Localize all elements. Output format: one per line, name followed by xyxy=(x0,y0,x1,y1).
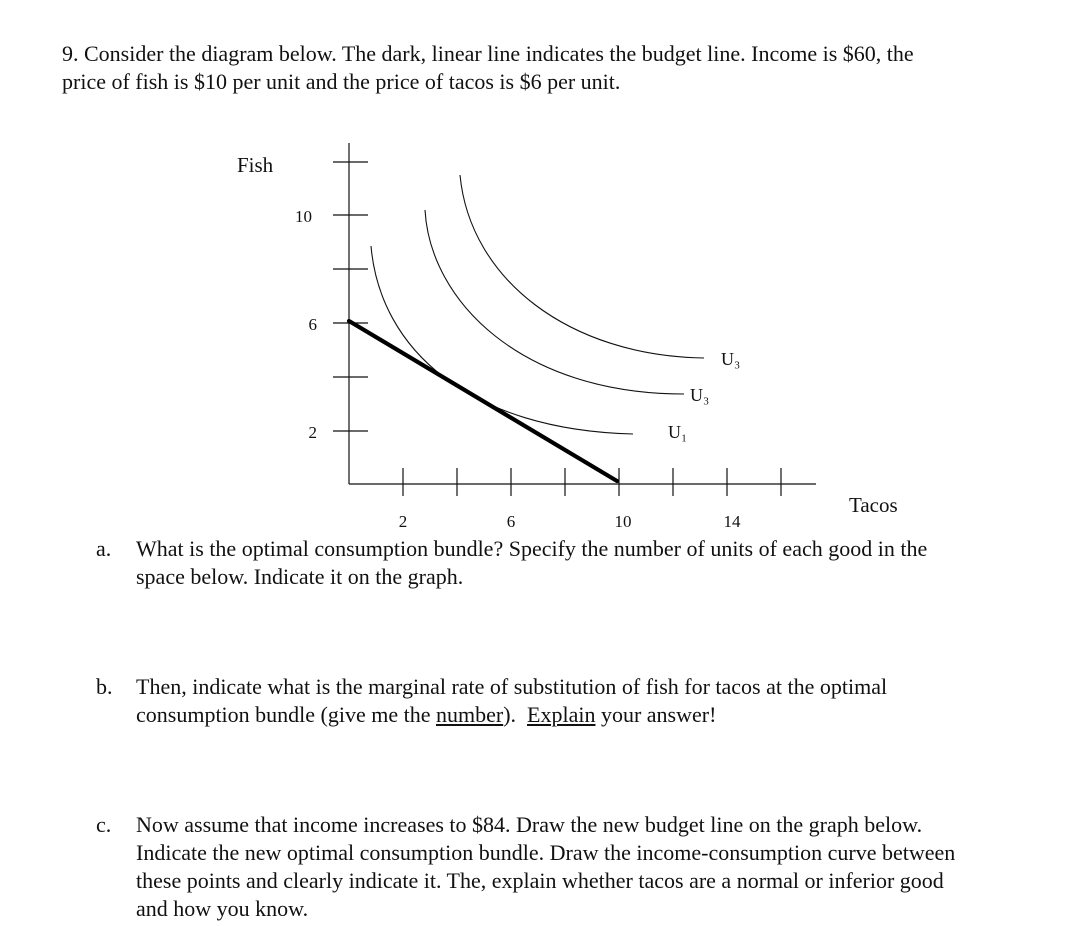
indifference-curve-u2 xyxy=(425,210,684,394)
part-b-line-2 xyxy=(136,701,887,729)
part-b-number-emphasis: number xyxy=(436,702,504,727)
question-stem-line-1: 9. Consider the diagram below. The dark, linear line indicates the budget line. Income is $60, the xyxy=(62,41,914,66)
y-tick-label: 6 xyxy=(308,315,317,334)
part-b-marker: b. xyxy=(96,674,113,699)
curve-label-u1: U₁ xyxy=(668,422,688,442)
curve-label-u2: U₃ xyxy=(690,385,710,405)
part-c-line-2: Indicate the new optimal consumption bundle. Draw the income-consumption curve between xyxy=(136,840,956,865)
part-c-line-3: these points and clearly indicate it. The, explain whether tacos are a normal or inferior good xyxy=(136,868,944,893)
question-part-a xyxy=(96,535,1056,595)
part-a-text xyxy=(136,535,927,591)
part-c-line-1: Now assume that income increases to $84. Draw the new budget line on the graph below. xyxy=(136,812,923,837)
part-b-line-2-post: your answer! xyxy=(595,702,717,727)
x-axis-ticks xyxy=(403,468,781,496)
part-c-line-4: and how you know. xyxy=(136,896,309,921)
part-a-line-2: space below. Indicate it on the graph. xyxy=(136,564,464,589)
part-a-marker: a. xyxy=(96,536,112,561)
part-b-line-2-mid: ). xyxy=(503,702,528,727)
budget-line xyxy=(349,321,617,481)
indifference-curve-u3 xyxy=(460,175,704,358)
part-b-line-1: Then, indicate what is the marginal rate of substitution of fish for tacos at the optimal xyxy=(136,674,888,699)
x-tick-label: 2 xyxy=(398,512,408,531)
question-part-b xyxy=(96,673,1056,733)
x-tick-label: 10 xyxy=(614,512,632,531)
part-c-marker: c. xyxy=(96,812,112,837)
part-b-line-2-pre: consumption bundle (give me the xyxy=(136,702,436,727)
x-axis-title: Tacos xyxy=(849,493,898,517)
x-tick-label: 6 xyxy=(506,512,516,531)
question-stem-line-2: price of fish is $10 per unit and the price of tacos is $6 per unit. xyxy=(62,69,621,94)
part-a-line-1: What is the optimal consumption bundle? Specify the number of units of each good in the xyxy=(136,536,928,561)
y-axis-title: Fish xyxy=(237,153,274,177)
part-b-text xyxy=(136,673,887,729)
curve-label-u3: U₃ xyxy=(721,349,741,369)
y-tick-label: 2 xyxy=(308,423,317,442)
x-tick-label: 14 xyxy=(723,512,741,531)
y-tick-label: 10 xyxy=(295,207,312,226)
part-b-explain-emphasis: Explain xyxy=(527,702,596,727)
y-axis-ticks xyxy=(333,162,368,431)
part-c-text xyxy=(136,811,955,923)
question-part-c xyxy=(96,811,1076,926)
